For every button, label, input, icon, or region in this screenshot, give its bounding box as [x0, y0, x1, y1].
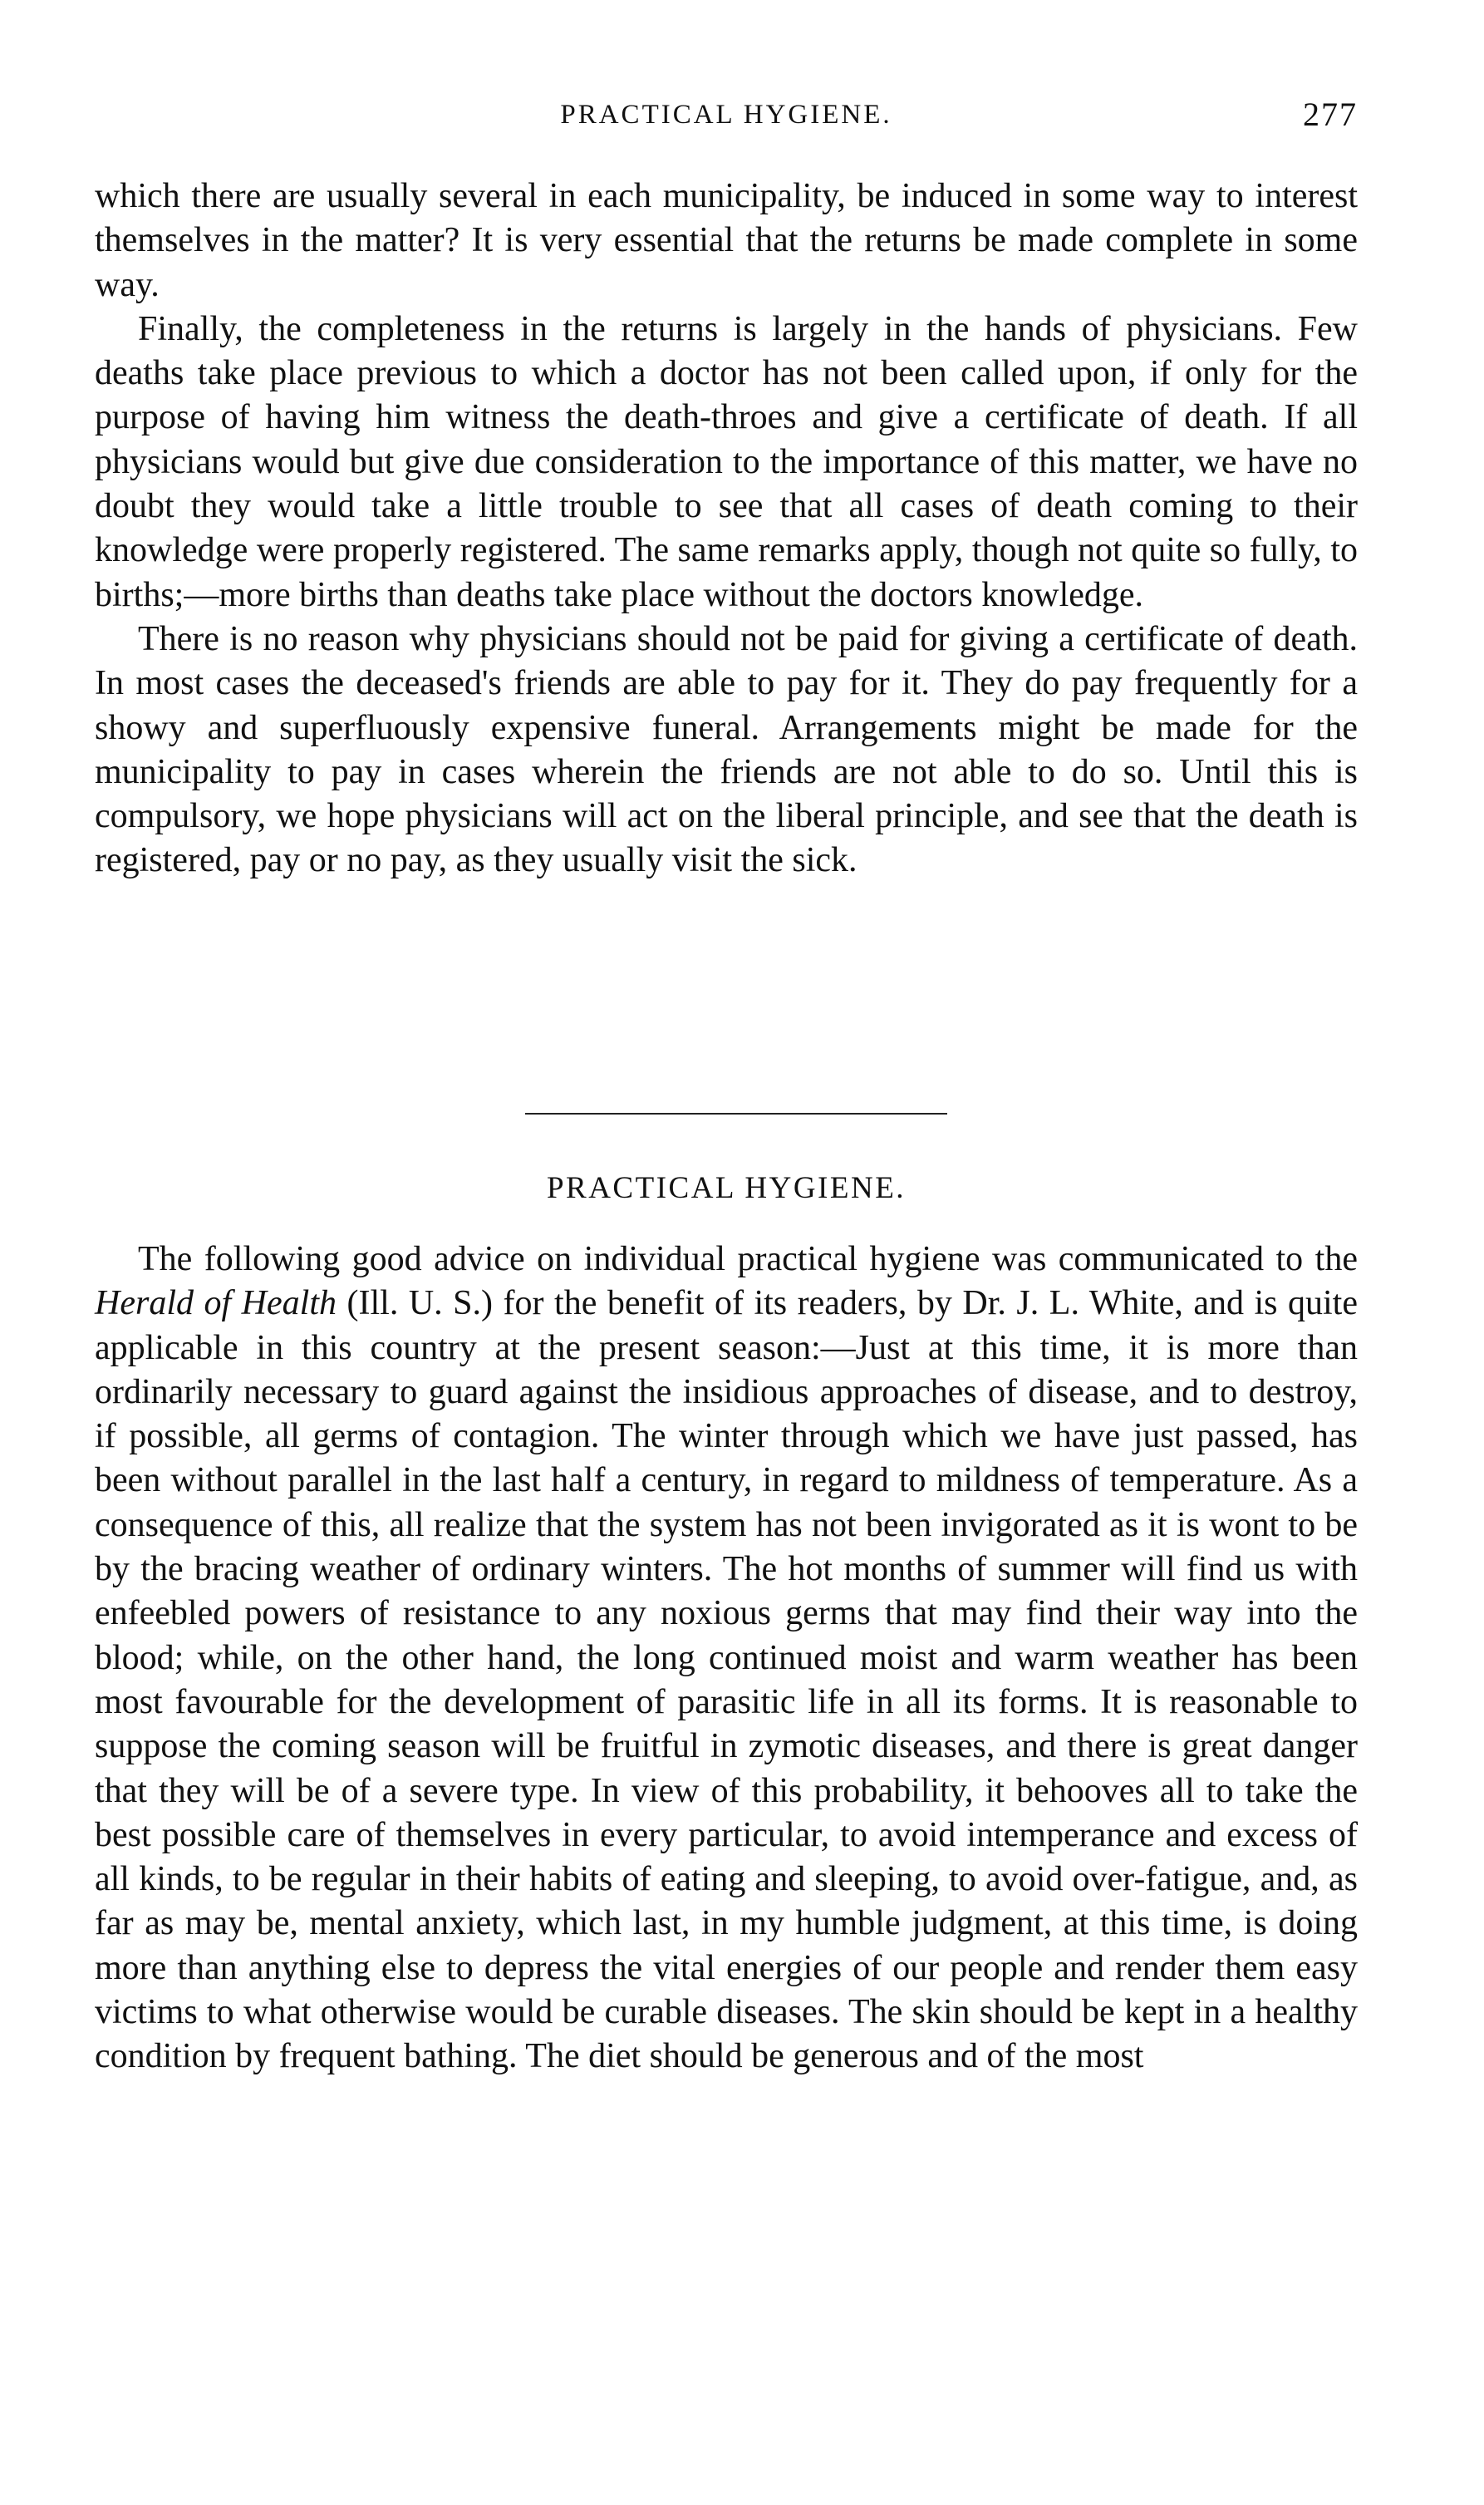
- article-text-after-publication: (Ill. U. S.) for the benefit of its readers, by Dr. J. L. White, and is quite applicable in this country at the present season:—Just at this time, it is more than ordinarily necessary to guard against the insidious approaches of disease, and to destroy, if possible, all germs of contagion. The winter through which we have just passed, has been without parallel in the last half a century, in regard to mildness of temperature. As a consequence of this, all realize that the system has not been invigorated as it is wont to be by the bracing weather of ordinary winters. The hot months of summer will find us with enfeebled powers of resistance to any noxious germs that may find their way into the blood; while, on the other hand, the long continued moist and warm weather has been most favourable for the development of parasitic life in all its forms. It is reasonable to suppose the coming season will be fruitful in zymotic diseases, and there is great danger that they will be of a severe type. In view of this probability, it behooves all to take the best possible care of themselves in every particular, to avoid intemperance and excess of all kinds, to be regular in their habits of eating and sleeping, to avoid over-fatigue, and, as far as may be, mental anxiety, which last, in my humble judgment, at this time, is doing more than anything else to depress the vital energies of our people and render them easy victims to what otherwise would be curable diseases. The skin should be kept in a healthy condition by frequent bathing. The diet should be generous and of the most: [95, 1284, 1358, 2076]
- running-title: PRACTICAL HYGIENE.: [560, 100, 892, 130]
- article-body: [95, 1238, 1358, 2079]
- section-divider: [525, 1113, 947, 1115]
- paragraph-physicians-returns: Finally, the completeness in the returns is largely in the hands of physicians. Few deaths take place previous to which a doctor has not been called upon, if only for the purpose of having him witness the death-throes and give a certificate of death. If all physicians would but give due consideration to the importance of this matter, we have no doubt they would take a little trouble to see that all cases of death coming to their knowledge were properly registered. The same remarks apply, though not quite so fully, to births;—more births than deaths take place without the doctors knowledge.: [95, 309, 1358, 614]
- running-head: [95, 90, 1358, 140]
- paragraph-continued: which there are usually several in each municipality, be induced in some way to interest themselves in the matter? It is very essential that the returns be made complete in some way.: [95, 177, 1358, 304]
- publication-name: Herald of Health: [95, 1284, 337, 1323]
- paragraph-certificate-payment: There is no reason why physicians should not be paid for giving a certificate of death. In most cases the deceased's friends are able to pay for it. They do pay frequently for a showy and superfluously expensive funeral. Arrangements might be made for the municipality to pay in cases wherein the friends are not able to do so. Until this is compulsory, we hope physicians will act on the liberal principle, and see that the death is registered, pay or no pay, as they usually visit the sick.: [95, 619, 1358, 880]
- article-text-before-publication: The following good advice on individual practical hygiene was communicated to the: [138, 1240, 1358, 1278]
- article-title: PRACTICAL HYGIENE.: [546, 1171, 907, 1205]
- article-paragraph: [95, 1238, 1358, 2079]
- page-number: 277: [1303, 96, 1358, 133]
- continued-article-text: [95, 175, 1358, 883]
